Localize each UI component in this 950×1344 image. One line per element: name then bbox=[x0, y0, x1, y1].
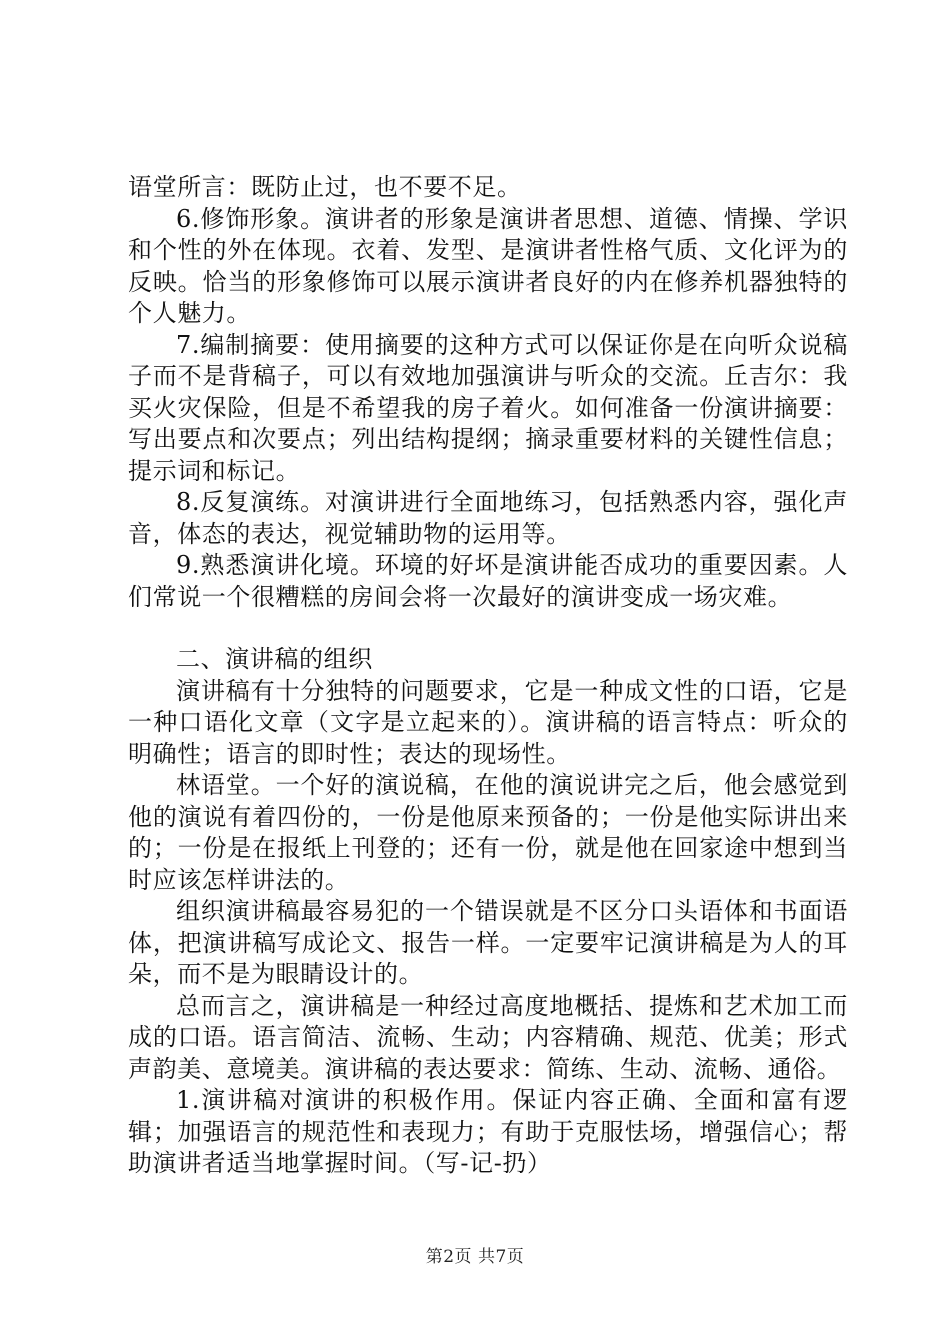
paragraph-item-6: 6.修饰形象。演讲者的形象是演讲者思想、道德、情操、学识和个性的外在体现。衣着、发型、是演讲者性格气质、文化评为的反映。恰当的形象修饰可以展示演讲者良好的内在修养机器独特的个人魅力。 bbox=[128, 204, 848, 327]
page-footer: 第2页 共7页 bbox=[425, 1247, 525, 1267]
section-gap bbox=[128, 613, 848, 644]
paragraph-summary: 总而言之，演讲稿是一种经过高度地概括、提炼和艺术加工而成的口语。语言简洁、流畅、生动；内容精确、规范、优美；形式声韵美、意境美。演讲稿的表达要求：简练、生动、流畅、通俗。 bbox=[128, 991, 848, 1083]
paragraph-item-8: 8.反复演练。对演讲进行全面地练习，包括熟悉内容，强化声音，体态的表达，视觉辅助物的运用等。 bbox=[128, 488, 848, 548]
document-body bbox=[128, 172, 848, 1180]
paragraph-common-mistake: 组织演讲稿最容易犯的一个错误就是不区分口头语体和书面语体，把演讲稿写成论文、报告一样。一定要牢记演讲稿是为人的耳朵，而不是为眼睛设计的。 bbox=[128, 897, 848, 988]
paragraph-item-7: 7.编制摘要：使用摘要的这种方式可以保证你是在向听众说稿子而不是背稿子，可以有效地加强演讲与听众的交流。丘吉尔：我买火灾保险，但是不希望我的房子着火。如何准备一份演讲摘要：写出要点和次要点；列出结构提纲；摘录重要材料的关键性信息；提示词和标记。 bbox=[128, 330, 848, 485]
paragraph-speech-features: 演讲稿有十分独特的问题要求，它是一种成文性的口语，它是一种口语化文章（文字是立起来的）。演讲稿的语言特点：听众的明确性；语言的即时性；表达的现场性。 bbox=[128, 676, 848, 768]
section-heading: 二、演讲稿的组织 bbox=[176, 645, 373, 673]
paragraph-lin-yutang: 林语堂。一个好的演说稿，在他的演说讲完之后，他会感觉到他的演说有着四份的，一份是他原来预备的；一份是他实际讲出来的；一份是在报纸上刊登的；还有一份，就是他在回家途中想到当时应该怎样讲法的。 bbox=[128, 771, 848, 894]
paragraph-item-9: 9.熟悉演讲化境。环境的好坏是演讲能否成功的重要因素。人们常说一个很糟糕的房间会将一次最好的演讲变成一场灾难。 bbox=[128, 551, 848, 611]
paragraph-item-1: 1.演讲稿对演讲的积极作用。保证内容正确、全面和富有逻辑；加强语言的规范性和表现力；有助于克服怯场，增强信心；帮助演讲者适当地掌握时间。（写-记-扔） bbox=[128, 1086, 848, 1177]
paragraph-continuation: 语堂所言：既防止过，也不要不足。 bbox=[128, 173, 522, 201]
